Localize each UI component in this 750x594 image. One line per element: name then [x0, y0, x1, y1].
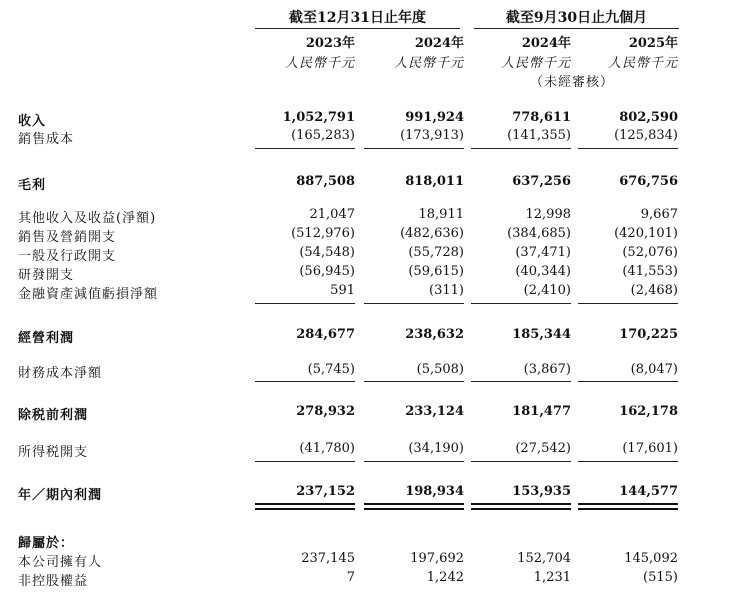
- table-row-operating-profit: [0, 327, 750, 347]
- row-value: (41,780): [299, 441, 355, 456]
- row-value: 778,611: [512, 110, 571, 125]
- row-label: 研發開支: [18, 268, 75, 283]
- subtotal-rule: [471, 461, 571, 462]
- row-value: 637,256: [512, 174, 571, 189]
- row-value: 802,590: [619, 110, 678, 125]
- row-label: 其他收入及收益(淨額): [18, 211, 157, 226]
- year-header-2024-9m: 2024年: [521, 36, 571, 51]
- row-value: (165,283): [291, 128, 355, 143]
- row-label: 財務成本淨額: [18, 366, 103, 381]
- row-value: 238,632: [405, 327, 464, 342]
- total-double-rule: [578, 503, 678, 510]
- unaudited-note: （未經審核）: [530, 75, 615, 90]
- table-row-admin: [0, 245, 750, 265]
- header-year-ended: 截至12月31日止年度: [289, 10, 426, 26]
- total-double-rule: [255, 503, 355, 510]
- row-label: 毛利: [18, 178, 47, 193]
- row-label: 除税前利潤: [18, 408, 89, 423]
- row-value: (125,834): [614, 128, 678, 143]
- subtotal-rule: [578, 461, 678, 462]
- row-value: (2,410): [523, 283, 571, 298]
- row-value: 12,998: [525, 207, 571, 222]
- table-row-gross-profit: [0, 174, 750, 194]
- table-row-pretax-profit: [0, 404, 750, 424]
- row-value: (52,076): [622, 245, 678, 260]
- subtotal-rule: [471, 381, 571, 382]
- subtotal-rule: [255, 381, 355, 382]
- row-value: 9,667: [640, 207, 678, 222]
- row-value: 887,508: [296, 174, 355, 189]
- header-underline-1: [255, 28, 460, 29]
- row-value: (40,344): [515, 264, 571, 279]
- row-value: 818,011: [405, 174, 464, 189]
- row-value: (2,468): [630, 283, 678, 298]
- subtotal-rule: [364, 148, 464, 149]
- row-value: 152,704: [517, 551, 571, 566]
- header-nine-months: 截至9月30日止九個月: [505, 10, 648, 26]
- row-value: (8,047): [630, 362, 678, 377]
- row-label: 非控股權益: [18, 574, 89, 589]
- subtotal-rule: [578, 381, 678, 382]
- total-double-rule: [364, 503, 464, 510]
- subtotal-rule: [255, 461, 355, 462]
- row-label: 本公司擁有人: [18, 555, 103, 570]
- row-value: 144,577: [619, 484, 678, 499]
- row-value: (37,471): [515, 245, 571, 260]
- subtotal-rule: [578, 148, 678, 149]
- row-value: 198,934: [405, 484, 464, 499]
- row-value: 237,145: [301, 551, 355, 566]
- row-label: 年／期內利潤: [18, 488, 103, 503]
- table-row-owners: [0, 551, 750, 571]
- row-value: (420,101): [614, 226, 678, 241]
- table-row-income-tax: [0, 441, 750, 461]
- row-value: 162,178: [619, 404, 678, 419]
- row-value: (384,685): [507, 226, 571, 241]
- row-value: (17,601): [622, 441, 678, 456]
- row-value: 591: [330, 283, 355, 298]
- table-row-net-profit: [0, 484, 750, 504]
- row-value: 153,935: [512, 484, 571, 499]
- row-value: 1,052,791: [282, 110, 355, 125]
- subtotal-rule: [255, 148, 355, 149]
- subtotal-rule: [471, 303, 571, 304]
- unit-header: 人民幣千元: [607, 56, 678, 71]
- table-row-rnd: [0, 264, 750, 284]
- attributable-heading: [0, 532, 750, 552]
- table-row-selling: [0, 226, 750, 246]
- unit-header: 人民幣千元: [393, 56, 464, 71]
- subtotal-rule: [364, 303, 464, 304]
- table-row-other-income: [0, 207, 750, 227]
- row-value: 1,242: [426, 570, 464, 585]
- row-value: (56,945): [299, 264, 355, 279]
- row-value: 21,047: [309, 207, 355, 222]
- row-value: 991,924: [405, 110, 464, 125]
- row-label: 經營利潤: [18, 331, 75, 346]
- subtotal-rule: [471, 148, 571, 149]
- row-value: (515): [643, 570, 678, 585]
- row-value: 18,911: [418, 207, 464, 222]
- total-double-rule: [471, 503, 571, 510]
- row-value: 278,932: [296, 404, 355, 419]
- subtotal-rule: [578, 303, 678, 304]
- table-row-cost-of-sales: [0, 128, 750, 148]
- row-value: (5,508): [416, 362, 464, 377]
- year-header-2023: 2023年: [305, 36, 355, 51]
- row-value: (59,615): [408, 264, 464, 279]
- row-value: 676,756: [619, 174, 678, 189]
- row-value: (27,542): [515, 441, 571, 456]
- row-value: (141,355): [507, 128, 571, 143]
- year-header-2025-9m: 2025年: [628, 36, 678, 51]
- row-value: (512,976): [291, 226, 355, 241]
- row-label: 所得税開支: [18, 445, 89, 460]
- row-label: 金融資產減值虧損淨額: [18, 287, 159, 302]
- row-value: 170,225: [619, 327, 678, 342]
- row-value: 197,692: [410, 551, 464, 566]
- row-value: 284,677: [296, 327, 355, 342]
- row-label: 銷售成本: [18, 132, 75, 147]
- row-value: 233,124: [405, 404, 464, 419]
- row-value: (41,553): [622, 264, 678, 279]
- row-value: 237,152: [296, 484, 355, 499]
- section-label: 歸屬於：: [18, 536, 75, 551]
- header-underline-2: [474, 28, 679, 29]
- row-value: 145,092: [624, 551, 678, 566]
- row-value: 7: [346, 570, 355, 585]
- row-value: 185,344: [512, 327, 571, 342]
- subtotal-rule: [364, 461, 464, 462]
- table-row-impairment: [0, 283, 750, 303]
- subtotal-rule: [255, 303, 355, 304]
- row-value: (5,745): [307, 362, 355, 377]
- row-value: (34,190): [408, 441, 464, 456]
- table-row-finance-costs: [0, 362, 750, 382]
- row-value: (311): [429, 283, 464, 298]
- row-value: (482,636): [400, 226, 464, 241]
- subtotal-rule: [364, 381, 464, 382]
- row-label: 一般及行政開支: [18, 249, 117, 264]
- unit-header: 人民幣千元: [284, 56, 355, 71]
- row-value: 181,477: [512, 404, 571, 419]
- table-row-revenue: [0, 110, 750, 130]
- row-value: 1,231: [533, 570, 571, 585]
- row-value: (173,913): [400, 128, 464, 143]
- row-label: 收入: [18, 114, 47, 129]
- row-value: (54,548): [299, 245, 355, 260]
- unit-header: 人民幣千元: [500, 56, 571, 71]
- year-header-2024: 2024年: [414, 36, 464, 51]
- row-label: 銷售及營銷開支: [18, 230, 117, 245]
- table-row-nci: [0, 570, 750, 590]
- row-value: (55,728): [408, 245, 464, 260]
- row-value: (3,867): [523, 362, 571, 377]
